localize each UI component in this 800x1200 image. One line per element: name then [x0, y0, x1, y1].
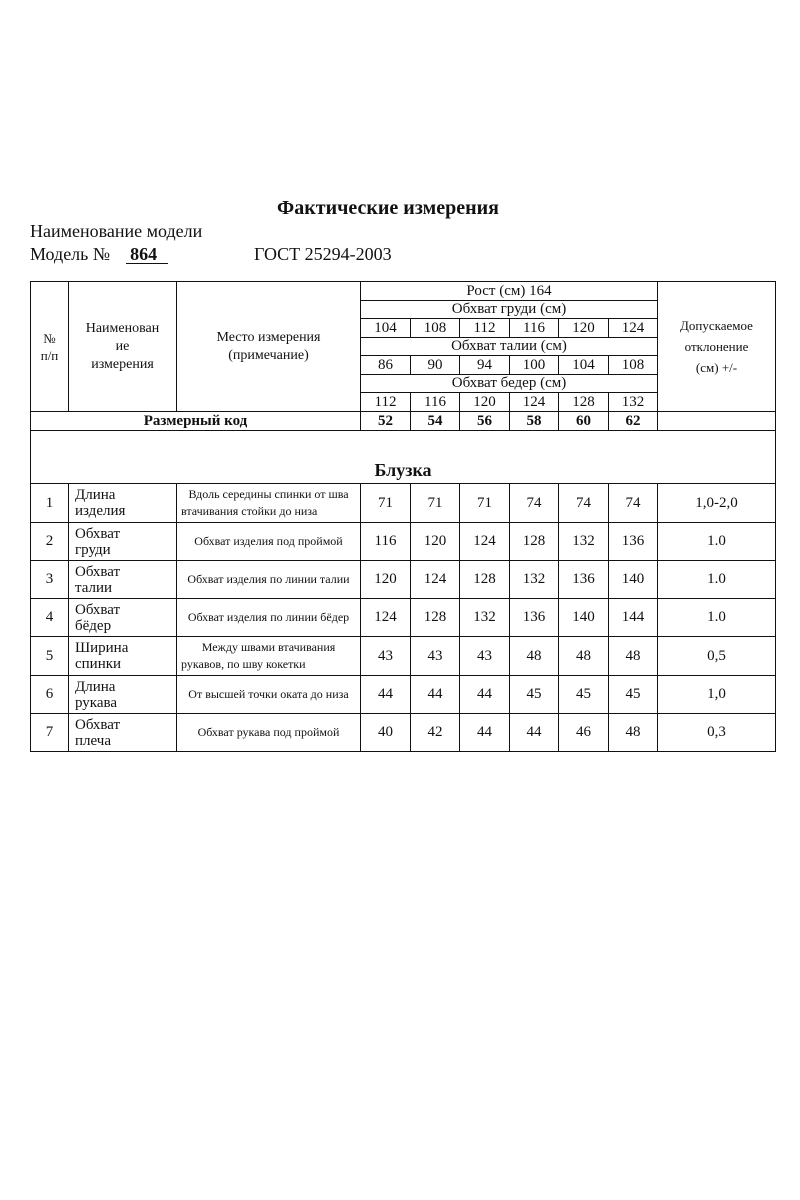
- waist-value: 94: [460, 356, 510, 375]
- measure-value: 128: [460, 561, 510, 599]
- measure-place: Между швами втачивания рукавов, по шву кокетки: [177, 637, 361, 676]
- measure-value: 140: [559, 599, 609, 637]
- measure-place: Обхват изделия по линии талии: [177, 561, 361, 599]
- measure-value: 43: [411, 637, 460, 676]
- measure-value: 44: [460, 714, 510, 752]
- measure-value: 116: [361, 523, 411, 561]
- measurements-table: [30, 281, 776, 752]
- table-row: [31, 676, 776, 714]
- table-body: [31, 282, 776, 752]
- hip-value: 128: [559, 393, 609, 412]
- table-row: [31, 637, 776, 676]
- measure-value: 120: [361, 561, 411, 599]
- tolerance-value: 1.0: [658, 523, 776, 561]
- section-title: Блузка: [31, 431, 776, 484]
- measure-value: 124: [411, 561, 460, 599]
- measure-value: 44: [361, 676, 411, 714]
- page-title: Фактические измерения: [277, 197, 499, 219]
- measure-name: Длина изделия: [69, 484, 177, 523]
- tolerance-value: 1,0: [658, 676, 776, 714]
- measure-value: 46: [559, 714, 609, 752]
- section-row: [31, 431, 776, 484]
- measure-name: Обхват груди: [69, 523, 177, 561]
- row-number: 7: [31, 714, 69, 752]
- measure-value: 45: [609, 676, 658, 714]
- size-code-tolerance-blank: [658, 412, 776, 431]
- measure-value: 124: [361, 599, 411, 637]
- measure-value: 45: [510, 676, 559, 714]
- measure-value: 44: [411, 676, 460, 714]
- measure-value: 74: [609, 484, 658, 523]
- measure-value: 124: [460, 523, 510, 561]
- measure-name: Обхват плеча: [69, 714, 177, 752]
- measure-name: Обхват бёдер: [69, 599, 177, 637]
- measure-value: 120: [411, 523, 460, 561]
- header-place: Место измерения (примечание): [177, 282, 361, 412]
- size-code-row: [31, 412, 776, 431]
- measure-value: 74: [510, 484, 559, 523]
- measure-value: 71: [411, 484, 460, 523]
- row-number: 1: [31, 484, 69, 523]
- waist-value: 100: [510, 356, 559, 375]
- measure-name: Длина рукава: [69, 676, 177, 714]
- tolerance-value: 0,5: [658, 637, 776, 676]
- measure-value: 45: [559, 676, 609, 714]
- row-number: 5: [31, 637, 69, 676]
- tolerance-value: 1.0: [658, 599, 776, 637]
- measure-value: 144: [609, 599, 658, 637]
- measure-place: От высшей точки оката до низа: [177, 676, 361, 714]
- size-code: 56: [460, 412, 510, 431]
- measure-value: 74: [559, 484, 609, 523]
- chest-value: 120: [559, 319, 609, 338]
- size-code: 52: [361, 412, 411, 431]
- measure-value: 128: [411, 599, 460, 637]
- measure-value: 132: [460, 599, 510, 637]
- hip-value: 124: [510, 393, 559, 412]
- header-waist: Обхват талии (см): [361, 338, 658, 356]
- size-code: 62: [609, 412, 658, 431]
- measure-name: Ширина спинки: [69, 637, 177, 676]
- header-tolerance: Допускаемое отклонение (см) +/-: [658, 282, 776, 412]
- size-code: 54: [411, 412, 460, 431]
- waist-value: 90: [411, 356, 460, 375]
- measure-value: 71: [460, 484, 510, 523]
- hip-value: 132: [609, 393, 658, 412]
- model-number-line: [30, 243, 168, 265]
- waist-value: 108: [609, 356, 658, 375]
- header-measure-name: Наименован ие измерения: [69, 282, 177, 412]
- tolerance-value: 1.0: [658, 561, 776, 599]
- model-name-label: Наименование модели: [30, 221, 203, 241]
- measure-value: 44: [460, 676, 510, 714]
- chest-value: 104: [361, 319, 411, 338]
- measure-value: 136: [559, 561, 609, 599]
- measure-value: 40: [361, 714, 411, 752]
- model-number-value: 864: [126, 245, 168, 264]
- chest-value: 124: [609, 319, 658, 338]
- header-height: Рост (см) 164: [361, 282, 658, 301]
- tolerance-value: 0,3: [658, 714, 776, 752]
- measure-name: Обхват талии: [69, 561, 177, 599]
- header-hips: Обхват бедер (см): [361, 375, 658, 393]
- measure-value: 48: [559, 637, 609, 676]
- chest-value: 108: [411, 319, 460, 338]
- table-row: [31, 523, 776, 561]
- measure-value: 136: [510, 599, 559, 637]
- measure-place: Обхват изделия по линии бёдер: [177, 599, 361, 637]
- header-num: № п/п: [31, 282, 69, 412]
- header-chest: Обхват груди (см): [361, 301, 658, 319]
- table-row: [31, 561, 776, 599]
- measure-value: 48: [510, 637, 559, 676]
- model-number-label: Модель №: [30, 244, 111, 264]
- measure-place: Обхват рукава под проймой: [177, 714, 361, 752]
- row-number: 6: [31, 676, 69, 714]
- table-row: [31, 484, 776, 523]
- chest-value: 112: [460, 319, 510, 338]
- waist-value: 86: [361, 356, 411, 375]
- measure-place: Обхват изделия под проймой: [177, 523, 361, 561]
- measure-value: 43: [460, 637, 510, 676]
- measure-value: 42: [411, 714, 460, 752]
- measure-value: 48: [609, 714, 658, 752]
- measure-value: 48: [609, 637, 658, 676]
- row-number: 3: [31, 561, 69, 599]
- size-code: 58: [510, 412, 559, 431]
- table-row: [31, 714, 776, 752]
- table-row: [31, 599, 776, 637]
- hip-value: 116: [411, 393, 460, 412]
- waist-value: 104: [559, 356, 609, 375]
- measure-value: 71: [361, 484, 411, 523]
- size-code-label: Размерный код: [31, 412, 361, 431]
- size-code: 60: [559, 412, 609, 431]
- chest-value: 116: [510, 319, 559, 338]
- measure-value: 132: [559, 523, 609, 561]
- tolerance-value: 1,0-2,0: [658, 484, 776, 523]
- measure-value: 140: [609, 561, 658, 599]
- measure-value: 136: [609, 523, 658, 561]
- measure-value: 43: [361, 637, 411, 676]
- measure-value: 128: [510, 523, 559, 561]
- row-number: 2: [31, 523, 69, 561]
- hip-value: 112: [361, 393, 411, 412]
- row-number: 4: [31, 599, 69, 637]
- measure-value: 132: [510, 561, 559, 599]
- hip-value: 120: [460, 393, 510, 412]
- measure-value: 44: [510, 714, 559, 752]
- measure-place: Вдоль середины спинки от шва втачивания стойки до низа: [177, 484, 361, 523]
- gost-standard: ГОСТ 25294-2003: [254, 244, 392, 264]
- header-row-height: [31, 282, 776, 301]
